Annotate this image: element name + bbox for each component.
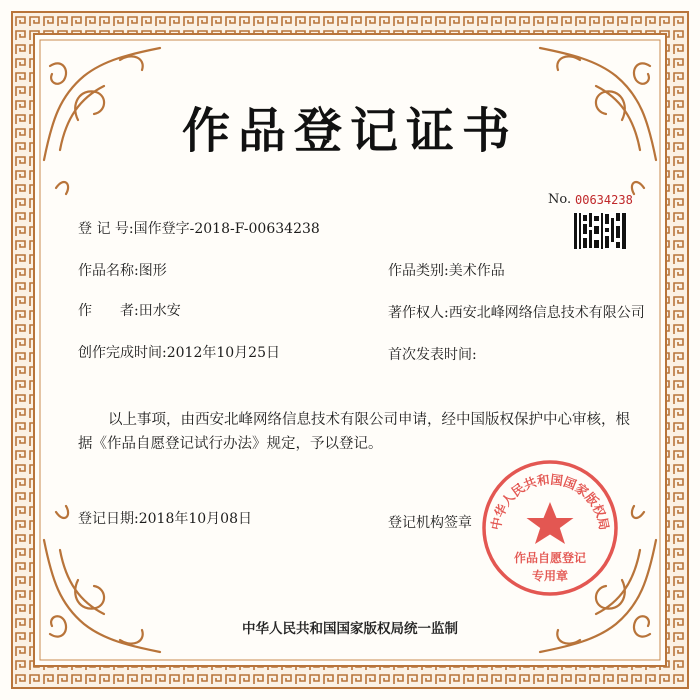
registration-statement: 以上事项，由西安北峰网络信息技术有限公司申请，经中国版权保护中心审核，根据《作品自愿登记试行办法》规定，予以登记。	[78, 412, 630, 452]
copyright-holder-value: 西安北峰网络信息技术有限公司	[448, 305, 645, 321]
official-seal	[478, 456, 622, 600]
seal-inner-line2: 专用章	[531, 569, 569, 583]
author-value: 田水安	[138, 303, 181, 319]
first-publication-label: 首次发表时间:	[388, 347, 477, 363]
registration-org-label: 登记机构签章	[388, 515, 472, 531]
work-name-value: 图形	[138, 263, 167, 279]
work-name-label: 作品名称:	[78, 263, 139, 279]
completion-date-row	[78, 342, 280, 362]
completion-date-label: 创作完成时间:	[78, 345, 167, 361]
copyright-holder-label: 著作权人:	[388, 305, 449, 321]
footer-supervision: 中华人民共和国国家版权局统一监制	[242, 621, 458, 637]
registration-number-row	[78, 218, 320, 238]
seal-outer-text: 中华人民共和国国家版权局	[487, 471, 613, 532]
registration-number-value: 国作登字-2018-F-00634238	[133, 221, 320, 237]
registration-date-row	[78, 508, 252, 528]
serial-number: 00634238	[575, 193, 633, 207]
certificate-title: 作品登记证书	[181, 103, 518, 159]
author-label: 作 者:	[78, 303, 139, 319]
first-publication-row	[388, 344, 477, 364]
seal-inner-line1: 作品自愿登记	[513, 551, 587, 565]
serial-prefix: No.	[548, 192, 572, 207]
registration-date-label: 登记日期:	[78, 511, 139, 527]
work-category-label: 作品类别:	[388, 263, 449, 279]
work-category-row	[388, 260, 505, 280]
author-row	[78, 300, 181, 320]
barcode-icon	[573, 212, 627, 250]
seal-star-icon	[527, 502, 574, 544]
work-category-value: 美术作品	[448, 263, 505, 279]
copyright-holder-row	[388, 302, 645, 322]
registration-number-label: 登 记 号:	[78, 221, 134, 237]
work-name-row	[78, 260, 167, 280]
completion-date-value: 2012年10月25日	[166, 345, 280, 361]
registration-date-value: 2018年10月08日	[138, 511, 252, 527]
